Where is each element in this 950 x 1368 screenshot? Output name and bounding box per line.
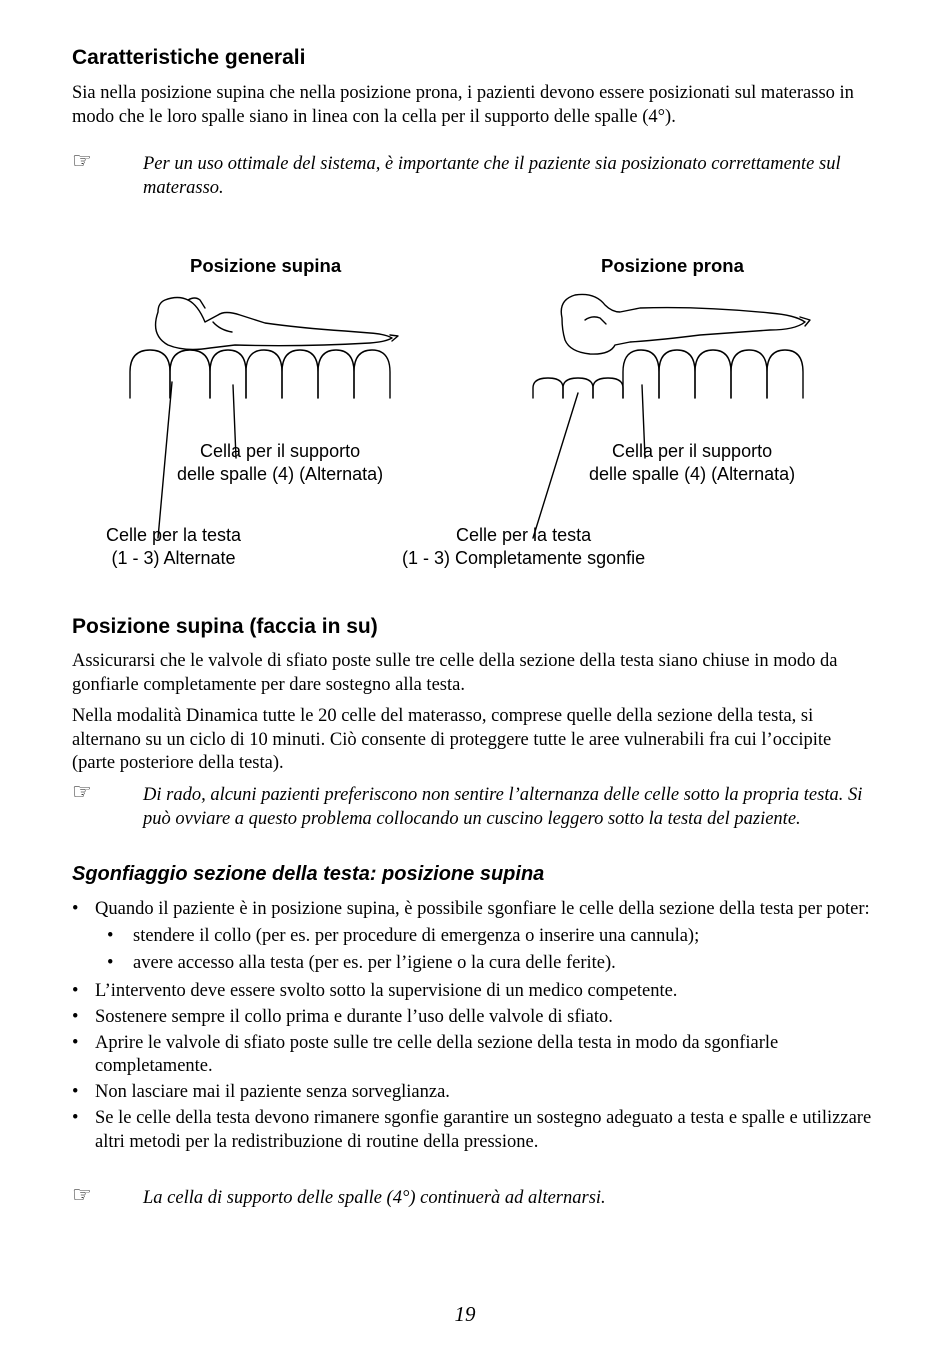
mattress-cell-prone bbox=[593, 378, 623, 398]
list-item: • Aprire le valvole di sfiato poste sulle tre celle della sezione della testa in modo da sgonfiarle completamente. bbox=[72, 1032, 872, 1079]
note-text: La cella di supporto delle spalle (4°) continuerà ad alternarsi. bbox=[143, 1188, 606, 1208]
label-line: Cella per il supporto bbox=[612, 441, 773, 461]
label-line: Cella per il supporto bbox=[200, 441, 361, 461]
title-supine-position: Posizione supina bbox=[190, 255, 342, 276]
leader-line-head-prone bbox=[533, 393, 578, 538]
list-item-text: Quando il paziente è in posizione supina, è possibile sgonfiare le celle della sezione della testa per poter: bbox=[95, 899, 870, 919]
patient-supine bbox=[156, 298, 392, 350]
paragraph-general: Sia nella posizione supina che nella posizione prona, i pazienti devono essere posizionati sul materasso in modo che le loro spalle siano in linea con la cella per il supporto delle spalle (4°). bbox=[72, 83, 854, 127]
section-title-general: Caratteristiche generali bbox=[72, 46, 306, 69]
label-line: delle spalle (4) (Alternata) bbox=[589, 463, 796, 484]
sub-bullet-list bbox=[95, 925, 872, 976]
label-shoulder-cell-supine bbox=[177, 440, 383, 485]
label-line: Celle per la testa bbox=[456, 525, 592, 545]
mattress-cell-prone bbox=[659, 350, 695, 398]
label-line: (1 - 3) Alternate bbox=[111, 547, 236, 568]
pointing-hand-icon: ☞ bbox=[72, 1183, 92, 1208]
list-item: • avere accesso alla testa (per es. per l’igiene o la cura delle ferite). bbox=[95, 952, 872, 976]
mattress-cell-prone bbox=[695, 350, 731, 398]
note-shoulder-cell bbox=[72, 1183, 872, 1211]
section-title-supine: Posizione supina (faccia in su) bbox=[72, 615, 378, 638]
list-item bbox=[72, 898, 872, 976]
patient-prone bbox=[561, 294, 805, 354]
list-item: • Se le celle della testa devono rimanere sgonfie garantire un sostegno adeguato a testa e spalle e utilizzare altri metodi per la redistribuzione di routine della pressione. bbox=[72, 1107, 872, 1154]
note-supine bbox=[72, 780, 872, 831]
note-text: Per un uso ottimale del sistema, è importante che il paziente sia posizionato correttamente sul materasso. bbox=[143, 154, 841, 198]
leader-line-head-supine bbox=[158, 382, 172, 538]
pointing-hand-icon: ☞ bbox=[72, 149, 92, 174]
list-item: • Non lasciare mai il paziente senza sorveglianza. bbox=[72, 1081, 872, 1105]
mattress-cell-supine bbox=[318, 350, 354, 398]
list-item: • stendere il collo (per es. per procedure di emergenza o inserire una cannula); bbox=[95, 925, 872, 949]
label-line: delle spalle (4) (Alternata) bbox=[177, 463, 384, 484]
mattress-cell-prone bbox=[623, 350, 659, 398]
mattress-cell-supine bbox=[354, 350, 390, 398]
page-number: 19 bbox=[454, 1302, 476, 1326]
mattress-cell-prone bbox=[767, 350, 803, 398]
mattress-cell-supine bbox=[210, 350, 246, 398]
label-line: (1 - 3) Completamente sgonfie bbox=[402, 547, 646, 568]
list-item: • L’intervento deve essere svolto sotto la supervisione di un medico competente. bbox=[72, 980, 872, 1004]
deflation-bullet-list bbox=[72, 898, 872, 1157]
label-head-cells-supine bbox=[106, 524, 241, 569]
mattress-cell-supine bbox=[246, 350, 282, 398]
mattress-cell-supine bbox=[130, 350, 170, 398]
mattress-cell-supine bbox=[282, 350, 318, 398]
label-line: Celle per la testa bbox=[106, 525, 242, 545]
paragraph-supine-valves: Assicurarsi che le valvole di sfiato poste sulle tre celle della sezione della testa siano chiuse in modo da gonfiarle completamente per dare sostegno alla testa. bbox=[72, 651, 838, 695]
pointing-hand-icon: ☞ bbox=[72, 780, 92, 805]
label-head-cells-prone bbox=[402, 524, 645, 569]
paragraph-dynamic-mode: Nella modalità Dinamica tutte le 20 celle del materasso, comprese quelle della sezione della testa, si alternano su un ciclo di 10 minuti. Ciò consente di proteggere tutte le aree vulnerabili fra cui l’occipite (parte posteriore della testa). bbox=[72, 706, 832, 773]
section-title-head-deflation: Sgonfiaggio sezione della testa: posizione supina bbox=[72, 863, 545, 885]
mattress-cell-prone bbox=[533, 378, 563, 398]
mattress-cell-prone bbox=[731, 350, 767, 398]
note-general bbox=[72, 149, 872, 200]
label-shoulder-cell-prone bbox=[589, 440, 795, 485]
note-text: Di rado, alcuni pazienti preferiscono non sentire l’alternanza delle celle sotto la propria testa. Si può ovviare a questo problema collocando un cuscino leggero sotto la testa del paziente. bbox=[143, 785, 863, 829]
list-item: • Sostenere sempre il collo prima e durante l’uso delle valvole di sfiato. bbox=[72, 1006, 872, 1030]
positioning-figure bbox=[0, 240, 950, 590]
title-prone-position: Posizione prona bbox=[601, 255, 744, 276]
mattress-cell-supine bbox=[170, 350, 210, 398]
